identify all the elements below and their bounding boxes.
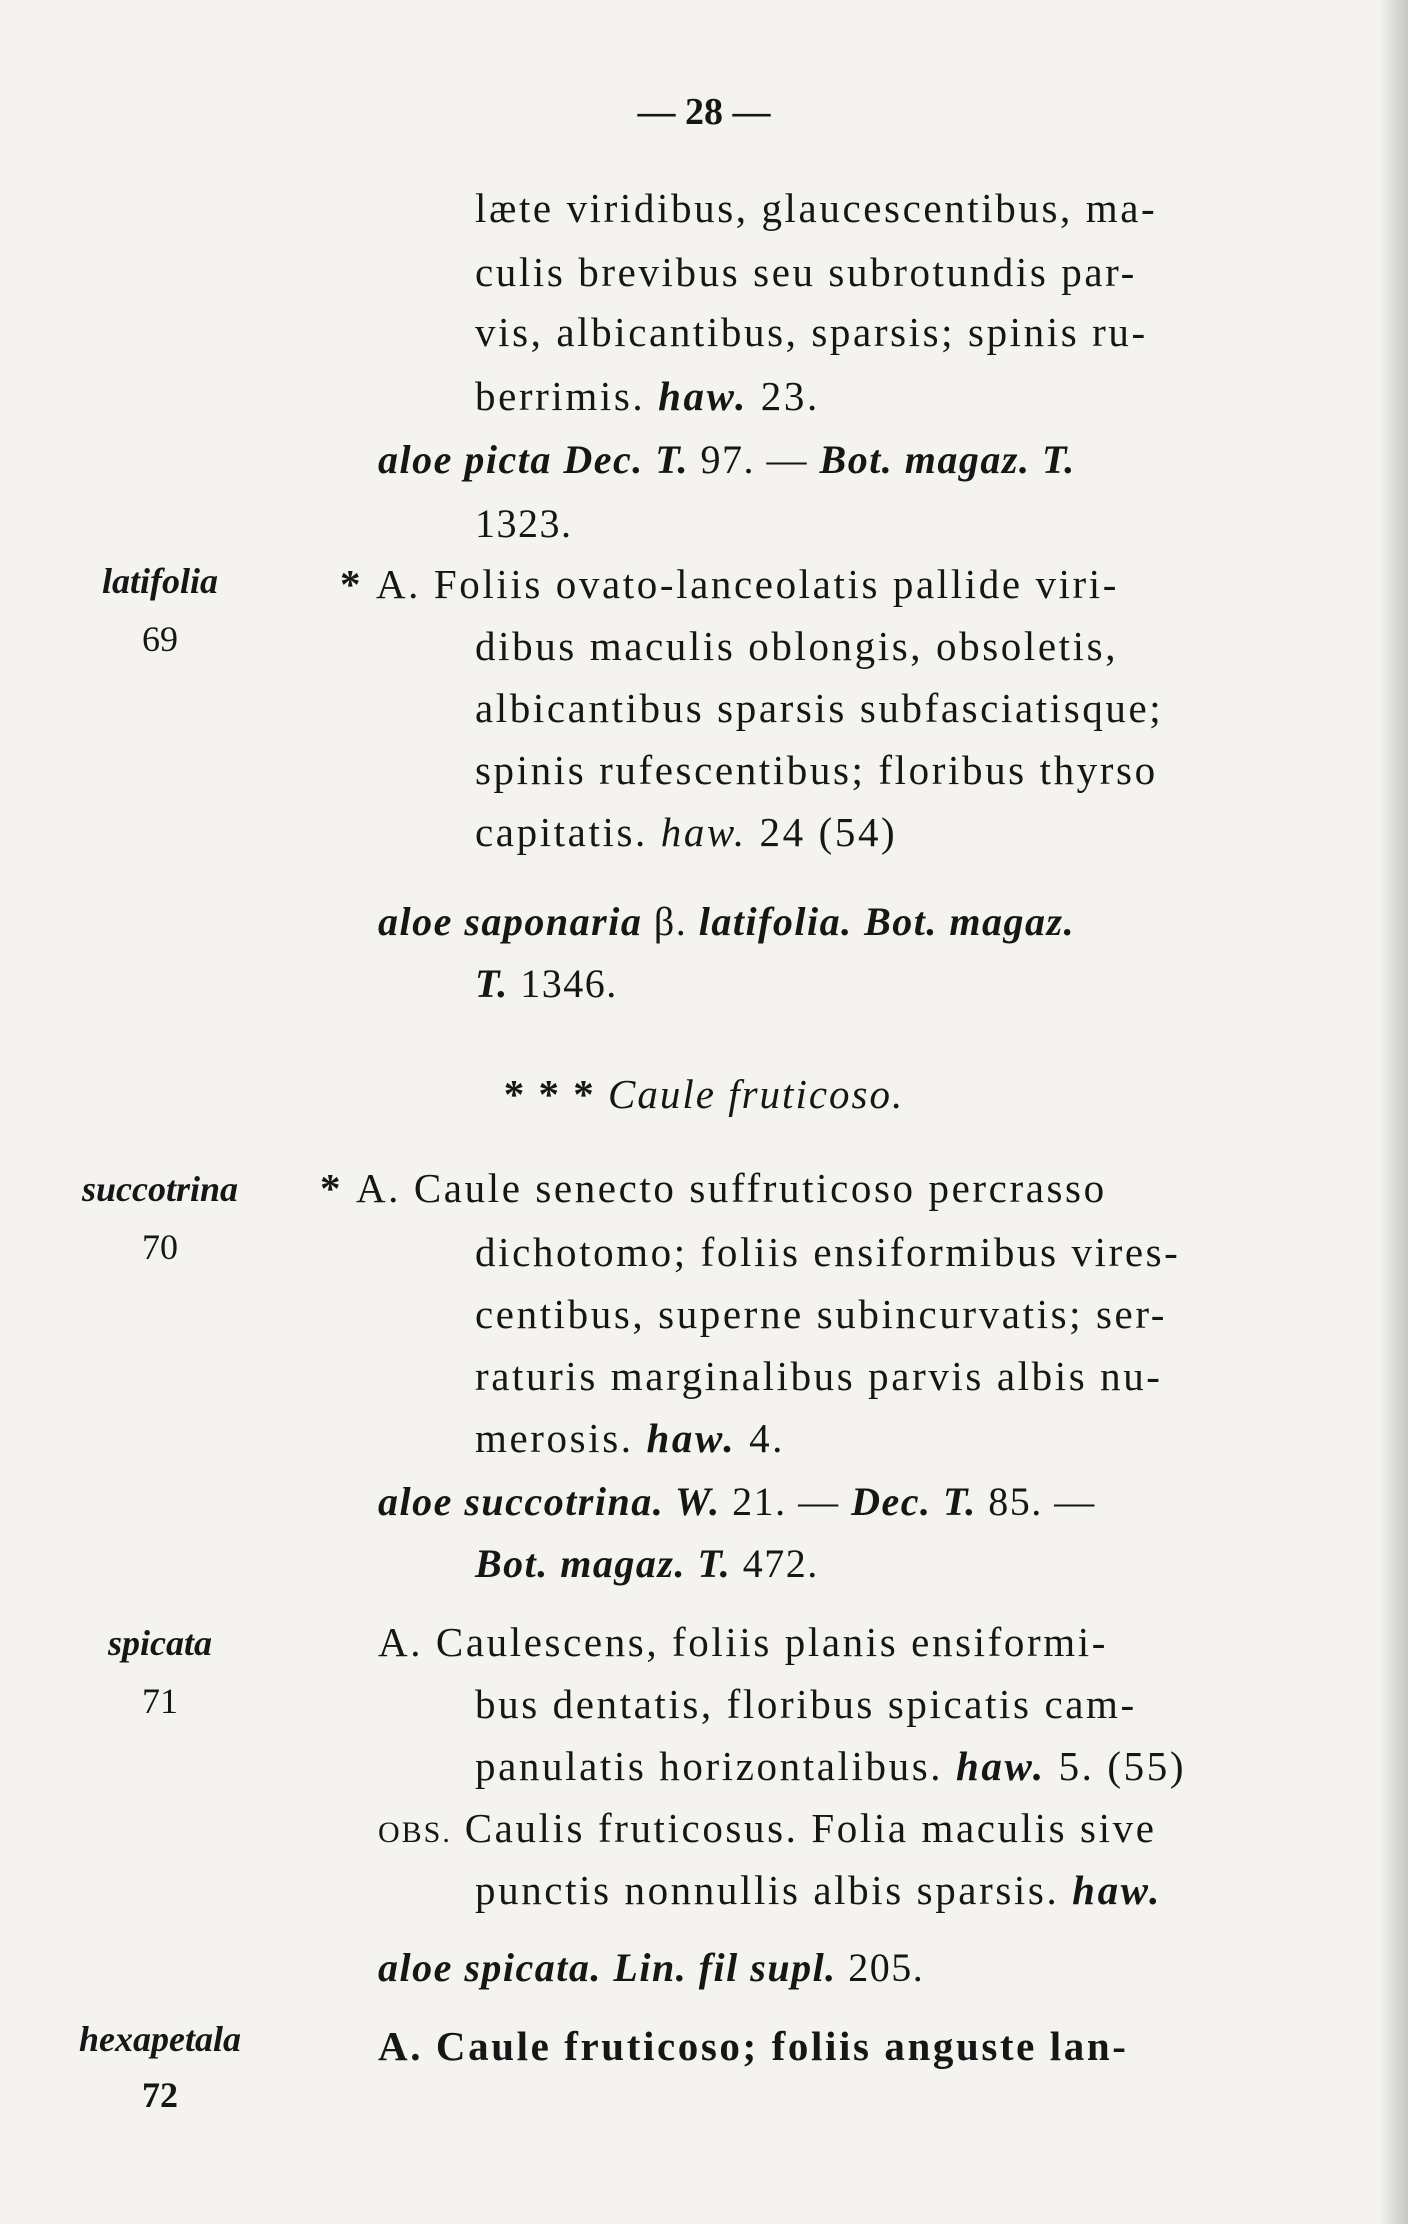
text-line: punctis nonnullis albis sparsis. haw. [475,1867,1162,1913]
reference-line: T. 1346. [475,961,618,1006]
reference-line: aloe spicata. Lin. fil supl. 205. [378,1945,925,1990]
text-line: merosis. haw. 4. [475,1415,786,1461]
reference-line: 1323. [475,501,573,546]
species-name-hexapetala: hexapetala [79,2019,241,2059]
text-line: centibus, superne subincurvatis; ser- [475,1291,1168,1337]
text-line: bus dentatis, floribus spicatis cam- [475,1681,1137,1727]
text-line: A. Caulescens, foliis planis ensiformi- [378,1619,1108,1665]
text-line: capitatis. haw. 24 (54) [475,809,898,855]
text-line: spinis rufescentibus; floribus thyrso [475,747,1158,793]
text-line: panulatis horizontalibus. haw. 5. (55) [475,1743,1187,1789]
section-heading: * * * Caule fruticoso. [503,1071,905,1117]
text-line: vis, albicantibus, sparsis; spinis ru- [475,309,1148,355]
text-line: culis brevibus seu subrotundis par- [475,249,1137,295]
text-line: dichotomo; foliis ensiformibus vires- [475,1229,1181,1275]
species-name-succotrina: succotrina [81,1169,239,1209]
text-line: * A. Caule senecto suffruticoso percrasso [320,1165,1107,1211]
reference-line: aloe saponaria β. latifolia. Bot. magaz. [378,899,1076,944]
species-name-spicata: spicata [108,1623,212,1663]
text-line: OBS. Caulis fruticosus. Folia maculis sive [378,1805,1157,1851]
text-line: albicantibus sparsis subfasciatisque; [475,685,1164,731]
species-number-latifolia: 69 [142,619,178,659]
text-line: dibus maculis oblongis, obsoletis, [475,623,1119,669]
text-line: * A. Foliis ovato-lanceolatis pallide viri- [340,561,1120,607]
reference-line: Bot. magaz. T. 472. [475,1541,819,1586]
page-edge-shadow [1378,0,1408,2224]
text-line: raturis marginalibus parvis albis nu- [475,1353,1163,1399]
species-name-latifolia: latifolia [102,561,218,601]
reference-line: aloe picta Dec. T. 97. — Bot. magaz. T. [378,437,1076,482]
page-number: — 28 — [637,91,771,133]
species-number-spicata: 71 [142,1681,178,1721]
reference-line: aloe succotrina. W. 21. — Dec. T. 85. — [378,1479,1096,1524]
text-line: berrimis. haw. 23. [475,373,820,419]
species-number-hexapetala: 72 [142,2075,178,2115]
species-number-succotrina: 70 [142,1227,178,1267]
text-line: læte viridibus, glaucescentibus, ma- [475,185,1158,231]
text-line: A. Caule fruticoso; foliis anguste lan- [378,2023,1129,2069]
